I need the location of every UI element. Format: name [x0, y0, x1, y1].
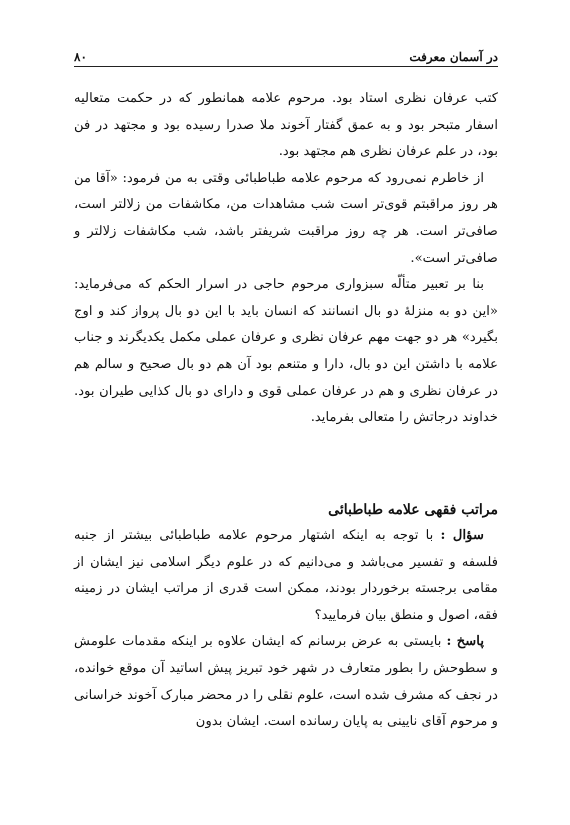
- question-label: سؤال :: [440, 528, 484, 543]
- header-divider: [74, 66, 498, 67]
- answer-label: پاسخ :: [446, 634, 484, 650]
- question-answer-block: [74, 523, 498, 736]
- paragraph-3: بنا بر تعبیر متألّه سبزواری مرحوم حاجی در اسرار الحکم که می‌فرماید: «این دو به منزلهٔ دو بال انسانند که انسان باید با این دو بال پرواز کند و اوج بگیرد» هر دو جهت مهم عرفان نظری و عرفان عملی مکمل یکدیگرند و جناب علامه با داشتن این دو بال، دارا و متنعم بود آن هم دو بال صحیح و سالم هم در عرفان نظری و هم در عرفان عملی قوی و دارای دو بال کذایی طیران بود. خداوند درجاتش را متعالی بفرماید.: [74, 277, 498, 426]
- paragraph-1: کتب عرفان نظری استاد بود. مرحوم علامه همانطور که در حکمت متعالیه اسفار متبحر بود و به عمق گفتار آخوند ملا صدرا رسیده بود و مجتهد در فن بود، در علم عرفان نظری هم مجتهد بود.: [74, 91, 498, 160]
- page-number: ۸۰: [74, 50, 87, 64]
- answer-paragraph: [74, 629, 498, 735]
- running-title: در آسمان معرفت: [409, 50, 498, 64]
- body-text: [74, 86, 498, 432]
- answer-text: بایستی به عرض برسانم که ایشان علاوه بر اینکه مقدمات علومش و سطوحش را بطور متعارف در شهر خود تبریز پیش اساتید آن موقع خوانده، در نجف که مشرف شده است، علوم نقلی را در محضر مبارک آخوند خراسانی و مرحوم آقای نایینی به پایان رسانده است. ایشان بدون: [74, 634, 498, 730]
- page-header: [74, 44, 498, 64]
- question-paragraph: [74, 523, 498, 629]
- question-text: با توجه به اینکه اشتهار مرحوم علامه طباطبائی بیشتر از جنبه فلسفه و تفسیر می‌باشد و می‌دانیم که در علوم دیگر اسلامی نیز ایشان از مقامی برجسته برخوردار بودند، ممکن است قدری از مراتب ایشان در زمینه فقه، اصول و منطق بیان فرمایید؟: [74, 528, 498, 623]
- paragraph-2: از خاطرم نمی‌رود که مرحوم علامه طباطبائی وقتی به من فرمود: «آقا من هر روز مراقبتم قوی‌تر است شب مشاهدات من، مکاشفات من زلالتر است، صافی‌تر است. هر چه روز مراقبت شریفتر باشد، شب مکاشفات زلالتر و صافی‌تر است».: [74, 170, 498, 266]
- section-heading: مراتب فقهی علامه طباطبائی: [328, 502, 498, 518]
